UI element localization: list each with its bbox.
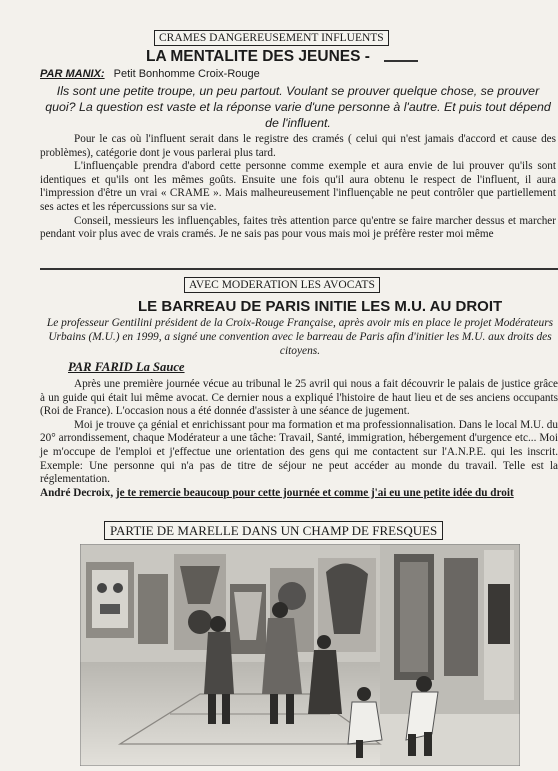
byline-author: PAR MANIX: — [40, 68, 105, 80]
paragraph: Après une première journée vécue au tribunal le 25 avril qui nous a fait découvrir le palais de justice grâce à un guide qui était lui même avocat. Ce dernier nous a expliqué l'histoire de haut lieu et de ses anciens occupants (Roi de France). L'occasion nous a été donnée d'assister à une séance de jugement. — [40, 378, 558, 418]
photo-image — [80, 544, 520, 766]
byline-affiliation: Petit Bonhomme Croix-Rouge — [113, 68, 260, 80]
headline-dash-rule — [384, 60, 418, 62]
article-body-mentalite — [40, 133, 556, 242]
paragraph: Moi je trouve ça génial et enrichissant pour ma formation et ma professionnalisation. Dans le local M.U. du 20° arrondissement, chaque Modérateur a une tâche: Travail, Santé, immigration, hébergement d'urgence etc... Moi je m'occupe de l'emploi et j'effectue une orientation des gens qui me contactent sur l'A.N.P.E. qui les inscrit. Exemple: Une personne qui n'a pas de titre de séjour ne peut accéder au monde du travail. Telle est la réglementation. — [40, 418, 558, 486]
closing-line — [40, 487, 558, 501]
photo-caption: PARTIE DE MARELLE DANS UN CHAMP DE FRESQUES — [104, 521, 443, 540]
section-divider — [40, 268, 558, 270]
article-body-barreau — [40, 378, 558, 500]
lead-paragraph-barreau: Le professeur Gentilini président de la Croix-Rouge Française, après avoir mis en place le projet Modérateurs Urbains (M.U.) en 1999, a signé une convention avec le barreau de Paris afin d'initier les M.U. aux droits des citoyens. — [46, 317, 554, 357]
byline-manix — [40, 68, 260, 80]
photo-fresques — [80, 544, 520, 766]
headline-mentalite: LA MENTALITE DES JEUNES - — [146, 48, 370, 65]
closing-text: je te remercie beaucoup pour cette journée et comme j'ai eu une petite idée du droit — [115, 486, 514, 499]
paragraph: Conseil, messieurs les influençables, faites très attention parce qu'entre se faire marcher dessus et marcher pendant voir plus avec de vrais cramés. Je ne sais pas pour vous mais moi je préfère rester moi même — [40, 214, 556, 241]
section-label-avocats: AVEC MODERATION LES AVOCATS — [184, 277, 380, 293]
paragraph: L'influençable prendra d'abord cette personne comme exemple et aura envie de lui prouver qu'ils sont identiques et qu'ils ont les mêmes goûts. Ensuite une fois qu'il aura obtenu le respect de l'influent, il aura l'impression d'être un vrai « CRAME ». Mais malheureusement l'influençable ne peut contrôler que partiellement ses actes et les répercussions sur sa vie. — [40, 160, 556, 213]
byline-farid: PAR FARID La Sauce — [68, 360, 185, 374]
section-label-crames: CRAMES DANGEREUSEMENT INFLUENTS — [154, 30, 389, 46]
paragraph: Pour le cas où l'influent serait dans le registre des cramés ( celui qui n'est jamais d'accord et cause des problèmes), catégorie dont je vous parlerai plus tard. — [40, 133, 556, 159]
lead-paragraph-mentalite: Ils sont une petite troupe, un peu partout. Voulant se prouver quelque chose, se prouver quoi? La question est vaste et la réponse varie d'une personne à l'autre. Et puis tout dépend de l'influent. — [45, 84, 551, 130]
headline-barreau: LE BARREAU DE PARIS INITIE LES M.U. AU DROIT — [138, 298, 503, 315]
closing-name: André Decroix, — [40, 486, 114, 499]
